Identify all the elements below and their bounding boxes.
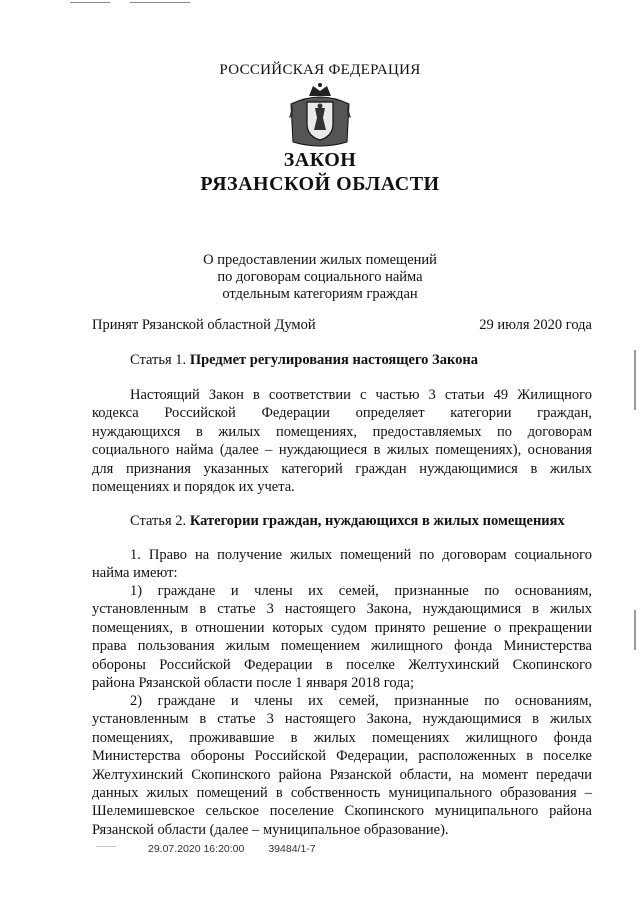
article2-heading [130, 513, 565, 530]
article2-title: Категории граждан, нуждающихся в жилых помещениях [189, 513, 565, 529]
subject-line2: по договорам социального найма [217, 269, 423, 285]
article2-paragraph1 [92, 546, 592, 583]
article2-item1-line: установленным в статье 3 настоящего Закона, нуждающимися в жилых [92, 601, 592, 618]
article1-line: помещениях и порядок их учета. [92, 479, 295, 496]
article1-label: Статья 1. [130, 352, 190, 368]
adopted-by: Принят Рязанской областной Думой [92, 317, 316, 333]
article2-item1-line: 1) граждане и члены их семей, признанные по основаниям, [130, 583, 592, 599]
law-subject [0, 252, 640, 303]
article2-p1-line: 1. Право на получение жилых помещений по договорам социального [130, 547, 592, 563]
article2-item2 [92, 692, 592, 839]
law-title [0, 148, 640, 196]
law-title-line1: ЗАКОН [283, 149, 357, 171]
article1-line: кодекса Российской Федерации определяет категории граждан, [92, 405, 592, 422]
adoption-date: 29 июля 2020 года [479, 317, 592, 333]
article2-item1 [92, 582, 592, 692]
law-title-line2: РЯЗАНСКОЙ ОБЛАСТИ [200, 173, 440, 195]
article2-item2-line: помещениях, проживавшие в жилых помещениях жилищного фонда [92, 729, 592, 746]
scan-speck [70, 2, 110, 3]
scan-speck [130, 2, 190, 3]
document-footer [148, 843, 316, 855]
article1-line: Настоящий Закон в соответствии с частью 3 статьи 49 Жилищного [130, 387, 592, 403]
article2-item2-line: Рязанской области (далее – муниципальное образование). [92, 821, 449, 838]
country-heading: РОССИЙСКАЯ ФЕДЕРАЦИЯ [219, 62, 421, 78]
article2-item1-line: права пользования жилым помещением жилищного фонда Министерства [92, 638, 592, 655]
article1-line: для признания указанных категорий граждан нуждающимися в жилых [92, 460, 592, 477]
article2-item1-line: района Рязанской области после 1 января 2018 года; [92, 675, 415, 692]
article2-label: Статья 2. [130, 513, 190, 529]
article1-heading [130, 352, 478, 369]
article1-title: Предмет регулирования настоящего Закона [189, 352, 478, 368]
article2-item1-line: помещениях, в отношении которых судом принято решение о прекращении [92, 619, 592, 636]
coat-of-arms-emblem [285, 82, 355, 150]
subject-line3: отдельным категориям граждан [222, 286, 418, 302]
article2-item2-line: Шелемишевское сельское поселение Скопинского муниципального района [92, 803, 592, 820]
article1-line: нуждающихся в жилых помещениях, предоставляемых по договорам [92, 423, 592, 440]
article2-item2-line: установленным в статье 3 настоящего Закона, нуждающимися в жилых [92, 711, 592, 728]
subject-line1: О предоставлении жилых помещений [203, 252, 437, 268]
article1-line: социального найма (далее – нуждающиеся в жилых помещениях), основания [92, 442, 592, 459]
footer-timestamp: 29.07.2020 16:20:00 [148, 843, 245, 855]
article2-item2-line: данных жилых помещений в собственность муниципального образования – [92, 785, 592, 802]
article2-item2-line: Желтухинский Скопинского района Рязанской области, на момент передачи [92, 766, 592, 783]
scan-margin-mark [634, 610, 636, 650]
adoption-line [92, 317, 592, 334]
scan-speck [96, 846, 116, 847]
article2-item1-line: обороны Российской Федерации в поселке Желтухинский Скопинского [92, 656, 592, 673]
scan-margin-mark [634, 350, 636, 410]
article2-item2-line: 2) граждане и члены их семей, признанные по основаниям, [130, 693, 592, 709]
article2-item2-line: Министерства обороны Российской Федерации, расположенных в поселке [92, 748, 592, 765]
footer-doc-number: 39484/1-7 [268, 843, 316, 855]
article1-body [92, 386, 592, 496]
article2-p1-line: найма имеют: [92, 565, 178, 582]
